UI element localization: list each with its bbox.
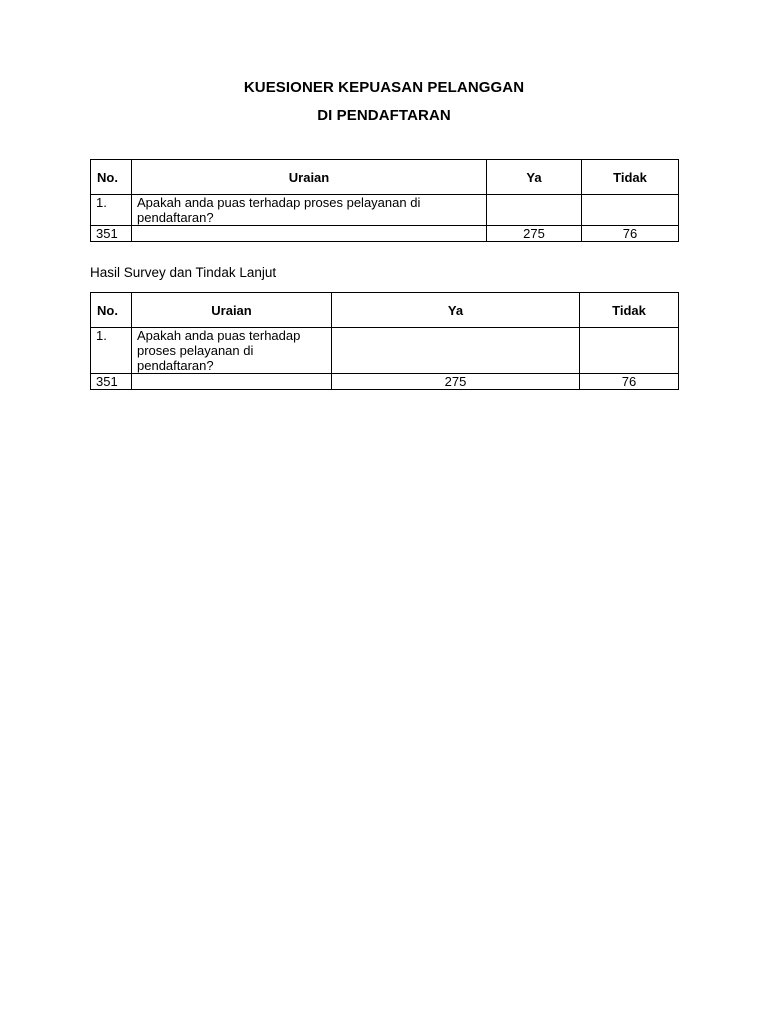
header-no: No.	[91, 160, 132, 195]
row-question: Apakah anda puas terhadap proses pelayanan di pendaftaran?	[132, 195, 487, 226]
total-ya: 275	[332, 374, 580, 390]
document-subtitle: DI PENDAFTARAN	[317, 107, 451, 124]
table-header-row	[91, 293, 679, 328]
questionnaire-table	[90, 159, 679, 242]
row-number: 1.	[91, 195, 132, 226]
header-tidak: Tidak	[582, 160, 679, 195]
table-total-row	[91, 226, 679, 242]
total-uraian	[132, 226, 487, 242]
total-count: 351	[91, 374, 132, 390]
table-row	[91, 328, 679, 374]
total-uraian	[132, 374, 332, 390]
total-count: 351	[91, 226, 132, 242]
header-no: No.	[91, 293, 132, 328]
header-uraian: Uraian	[132, 160, 487, 195]
table-total-row	[91, 374, 679, 390]
row-ya	[332, 328, 580, 374]
row-ya	[487, 195, 582, 226]
header-tidak: Tidak	[580, 293, 679, 328]
total-ya: 275	[487, 226, 582, 242]
table-header-row	[91, 160, 679, 195]
total-tidak: 76	[582, 226, 679, 242]
row-tidak	[582, 195, 679, 226]
survey-result-table	[90, 292, 679, 390]
row-question: Apakah anda puas terhadap proses pelayanan di pendaftaran?	[132, 328, 332, 374]
section-heading: Hasil Survey dan Tindak Lanjut	[90, 265, 277, 280]
document-title: KUESIONER KEPUASAN PELANGGAN	[243, 79, 525, 96]
row-number: 1.	[91, 328, 132, 374]
total-tidak: 76	[580, 374, 679, 390]
header-uraian: Uraian	[132, 293, 332, 328]
row-tidak	[580, 328, 679, 374]
header-ya: Ya	[332, 293, 580, 328]
header-ya: Ya	[487, 160, 582, 195]
table-row	[91, 195, 679, 226]
